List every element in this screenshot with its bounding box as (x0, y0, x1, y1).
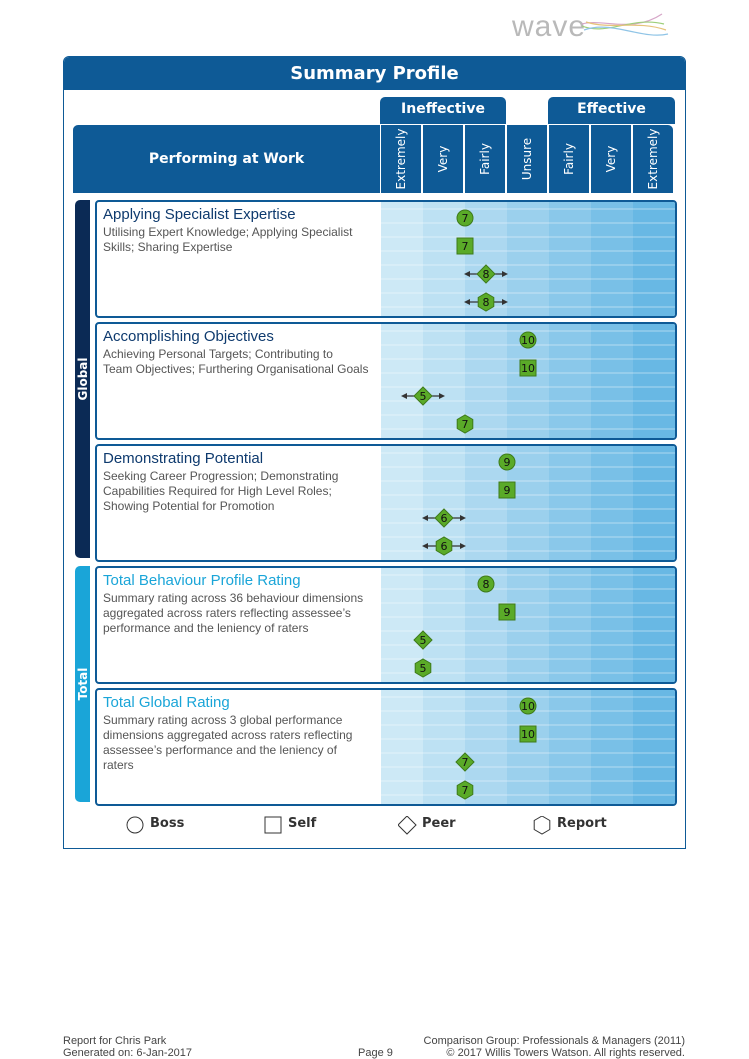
grid-column-band (381, 202, 423, 316)
row-description-line: Skills; Sharing Expertise (103, 240, 233, 254)
footer-comparison: Comparison Group: Professionals & Managers (2011) (423, 1035, 685, 1047)
performing-header: Performing at Work (73, 125, 380, 193)
row-description-line: aggregated across raters reflecting assessee’s (103, 606, 351, 620)
boss-marker-value: 7 (461, 212, 469, 225)
column-header (464, 125, 505, 193)
grid-column-band (633, 446, 675, 560)
report-marker-value: 5 (419, 662, 427, 675)
self-marker-value: 9 (503, 606, 511, 619)
column-header-label: Extremely (394, 128, 408, 190)
report-marker-value: 7 (461, 418, 469, 431)
profile-row (95, 322, 677, 440)
self-marker-value: 10 (521, 728, 535, 741)
footer-left (63, 1035, 192, 1059)
global-label: Global (75, 357, 90, 401)
report-marker-value: 6 (440, 540, 448, 553)
wave-logo (512, 8, 672, 44)
boss-legend-shape (127, 817, 143, 833)
global-side-bar (75, 200, 90, 558)
row-text (103, 572, 379, 636)
row-text (103, 206, 379, 255)
report-marker (415, 659, 431, 677)
boss-marker-value: 8 (482, 578, 490, 591)
peer-marker-value: 6 (440, 512, 448, 525)
boss-marker (499, 454, 515, 470)
grid-column-band (633, 568, 675, 682)
grid-column-band (591, 202, 633, 316)
row-description-line: Achieving Personal Targets; Contributing to (103, 347, 333, 361)
peer-marker-value: 8 (482, 268, 490, 281)
self-marker-value: 9 (503, 484, 511, 497)
self-marker (457, 238, 473, 254)
legend-label: Report (557, 816, 607, 831)
peer-legend-icon (398, 816, 418, 836)
rating-grid (381, 202, 675, 316)
grid-column-band (591, 446, 633, 560)
column-header (506, 125, 547, 193)
boss-marker (520, 698, 536, 714)
footer-page: Page 9 (358, 1047, 393, 1059)
grid-column-band (507, 202, 549, 316)
row-text (103, 328, 379, 377)
peer-marker-value: 7 (461, 756, 469, 769)
logo-text: wave (512, 10, 587, 43)
row-description-line: Capabilities Required for High Level Roles; (103, 484, 332, 498)
boss-marker-value: 10 (521, 334, 535, 347)
grid-column-band (381, 324, 423, 438)
row-description-line: dimensions aggregated across raters reflecting (103, 728, 353, 742)
grid-column-band (633, 690, 675, 804)
grid-column-band (549, 446, 591, 560)
total-label: Total (75, 667, 90, 701)
column-header-label: Very (604, 145, 618, 173)
self-marker (520, 360, 536, 376)
rating-grid (381, 568, 675, 682)
self-legend-shape (265, 817, 281, 833)
ineffective-header: Ineffective (380, 97, 506, 124)
column-header-label: Fairly (478, 143, 492, 175)
boss-marker (520, 332, 536, 348)
profile-row (95, 566, 677, 684)
column-header (548, 125, 589, 193)
column-header (632, 125, 673, 193)
column-header-label: Very (436, 145, 450, 173)
report-legend-icon (533, 816, 553, 836)
page-title: Summary Profile (64, 57, 685, 90)
legend-label: Boss (150, 816, 185, 831)
logo-swoosh-icon (572, 10, 672, 40)
footer-copyright: © 2017 Willis Towers Watson. All rights reserved. (446, 1047, 685, 1059)
grid-column-band (549, 324, 591, 438)
self-marker-value: 10 (521, 362, 535, 375)
legend-label: Peer (422, 816, 456, 831)
report-marker-value: 8 (482, 296, 490, 309)
column-header (380, 125, 421, 193)
row-description-line: Summary rating across 3 global performance (103, 713, 343, 727)
grid-column-band (591, 568, 633, 682)
boss-marker-value: 9 (503, 456, 511, 469)
report-marker-value: 7 (461, 784, 469, 797)
footer-right (424, 1035, 685, 1059)
peer-legend-shape (398, 816, 416, 834)
row-title: Applying Specialist Expertise (103, 206, 296, 223)
boss-marker (457, 210, 473, 226)
boss-marker (478, 576, 494, 592)
grid-column-band (591, 690, 633, 804)
self-marker (499, 482, 515, 498)
row-description (103, 347, 379, 377)
row-title: Accomplishing Objectives (103, 328, 274, 345)
row-description-line: assessee’s performance and the leniency of (103, 743, 337, 757)
row-description (103, 713, 379, 773)
grid-column-band (633, 324, 675, 438)
row-description (103, 225, 379, 255)
grid-column-band (507, 568, 549, 682)
rating-grid (381, 690, 675, 804)
row-description (103, 469, 379, 514)
boss-legend-icon (126, 816, 146, 836)
rating-grid (381, 446, 675, 560)
rating-grid (381, 324, 675, 438)
total-side-bar (75, 566, 90, 802)
column-header (590, 125, 631, 193)
grid-column-band (549, 690, 591, 804)
grid-column-band (381, 446, 423, 560)
legend-label: Self (288, 816, 317, 831)
footer-report-for: Report for Chris Park (63, 1035, 167, 1047)
report-marker (457, 415, 473, 433)
grid-column-band (549, 202, 591, 316)
row-description-line: raters (103, 758, 134, 772)
self-marker-value: 7 (461, 240, 469, 253)
row-description-line: performance and the leniency of raters (103, 621, 309, 635)
effective-header: Effective (548, 97, 675, 124)
grid-column-band (381, 690, 423, 804)
row-description-line: Seeking Career Progression; Demonstrating (103, 469, 339, 483)
column-header-label: Fairly (562, 143, 576, 175)
grid-column-band (549, 568, 591, 682)
profile-row (95, 200, 677, 318)
row-description-line: Team Objectives; Furthering Organisational Goals (103, 362, 369, 376)
profile-row (95, 444, 677, 562)
row-description (103, 591, 379, 636)
row-description-line: Showing Potential for Promotion (103, 499, 275, 513)
row-description-line: Utilising Expert Knowledge; Applying Specialist (103, 225, 353, 239)
peer-marker-value: 5 (419, 390, 427, 403)
footer-generated: Generated on: 6-Jan-2017 (63, 1047, 193, 1059)
self-marker (520, 726, 536, 742)
column-header-label: Extremely (646, 128, 660, 190)
row-text (103, 694, 379, 773)
report-legend-shape (534, 816, 550, 834)
row-title: Total Global Rating (103, 694, 230, 711)
column-header-label: Unsure (520, 137, 534, 181)
column-header (422, 125, 463, 193)
report-marker (457, 781, 473, 799)
grid-column-band (633, 202, 675, 316)
profile-row (95, 688, 677, 806)
row-description-line: Summary rating across 36 behaviour dimensions (103, 591, 364, 605)
row-title: Demonstrating Potential (103, 450, 264, 467)
row-title: Total Behaviour Profile Rating (103, 572, 301, 589)
peer-marker-value: 5 (419, 634, 427, 647)
self-legend-icon (264, 816, 284, 836)
self-marker (499, 604, 515, 620)
grid-column-band (591, 324, 633, 438)
boss-marker-value: 10 (521, 700, 535, 713)
row-text (103, 450, 379, 514)
